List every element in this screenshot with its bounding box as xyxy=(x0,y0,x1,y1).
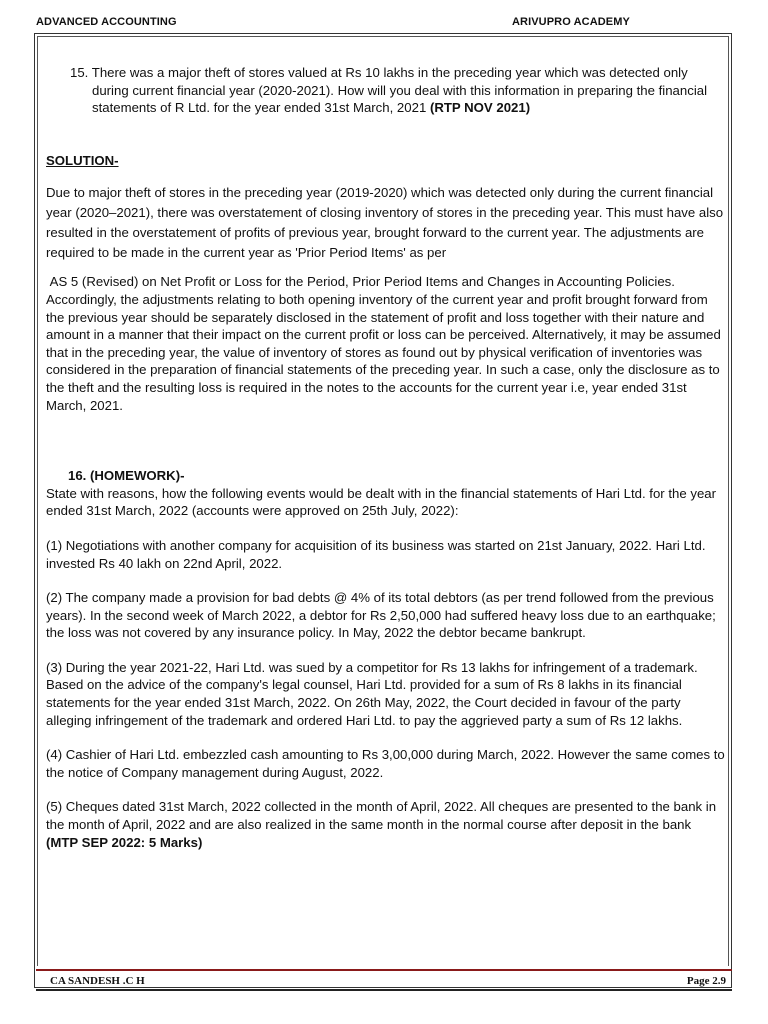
footer-page-number: Page 2.9 xyxy=(686,975,726,987)
footer-rule-top xyxy=(36,969,732,971)
question-16-item-5-text: (5) Cheques dated 31st March, 2022 collected in the month of April, 2022. All cheques are presented to the bank in the month of April, 2022 and are also realized in the same month in the normal course after deposit in the bank xyxy=(46,799,717,833)
question-16-heading: 16. (HOMEWORK)- xyxy=(68,468,185,484)
header-subject: ADVANCED ACCOUNTING xyxy=(36,16,177,28)
question-16-item-1: (1) Negotiations with another company for acquisition of its business was started on 21st January, 2022. Hari Ltd. invested Rs 40 lakh on 22nd April, 2022. xyxy=(46,537,706,571)
footer-rule-bottom xyxy=(36,989,732,991)
footer-author: CA SANDESH .C H xyxy=(50,975,145,987)
question-15-text: 15. There was a major theft of stores valued at Rs 10 lakhs in the preceding year which was detected only during current financial year (2020-2021). How will you deal with this information in preparing the financial statements of R Ltd. for the year ended 31st March, 2021 xyxy=(70,65,708,116)
page-header xyxy=(36,16,732,32)
question-16-item-2: (2) The company made a provision for bad debts @ 4% of its total debtors (as per trend followed from the previous years). In the second week of March 2022, a debtor for Rs 2,50,000 had suffered heavy loss due to an earthquake; the loss was not covered by any insurance policy. In May, 2022 the debtor became bankrupt. xyxy=(46,590,716,641)
question-16-item-3: (3) During the year 2021-22, Hari Ltd. was sued by a competitor for Rs 13 lakhs for infringement of a trademark. Based on the advice of the company's legal counsel, Hari Ltd. provided for a sum of Rs 8 lakhs in its financial statements for the year ended 31st March, 2022. On 26th May, 2022, the Court decided in favour of the party alleging infringement of the trademark and ordered Hari Ltd. to pay the aggrieved party a sum of Rs 12 lakhs. xyxy=(46,659,698,728)
question-15-ref: (RTP NOV 2021) xyxy=(429,100,531,116)
solution-paragraph-2: AS 5 (Revised) on Net Profit or Loss for the Period, Prior Period Items and Changes in Accounting Policies. Accordingly, the adjustments relating to both opening inventory of the current year and profit brought forward from the previous year should be separately disclosed in the statement of profit and loss together with their nature and amount in a manner that their impact on the current profit or loss can be perceived. Alternatively, it may be assumed that in the preceding year, the value of inventory of stores as found out by physical verification of inventories was considered in the preparation of financial statements of the preceding year. In such a case, only the disclosure as to the theft and the resulting loss is required in the notes to the accounts for the current year i.e, year ended 31st March, 2021. xyxy=(46,274,721,413)
question-16-item-5-ref: (MTP SEP 2022: 5 Marks) xyxy=(46,834,203,850)
header-academy: ARIVUPRO ACADEMY xyxy=(512,16,630,28)
question-16-intro: State with reasons, how the following events would be dealt with in the financial statements of Hari Ltd. for the year ended 31st March, 2022 (accounts were approved on 25th July, 2022): xyxy=(46,485,716,519)
question-16-item-5 xyxy=(46,798,726,851)
solution-paragraph-1: Due to major theft of stores in the preceding year (2019-2020) which was detected only during the current financial year (2020–2021), there was overstatement of closing inventory of stores in the preceding year. This must have also resulted in the overstatement of profits of previous year, brought forward to the current year. The adjustments are required to be made in the current year as 'Prior Period Items' as per xyxy=(46,185,724,261)
page-content xyxy=(46,64,726,851)
question-15 xyxy=(46,64,726,117)
question-16-item-4: (4) Cashier of Hari Ltd. embezzled cash amounting to Rs 3,00,000 during March, 2022. However the same comes to the notice of Company management during August, 2022. xyxy=(46,747,725,780)
solution-heading: SOLUTION- xyxy=(46,152,119,168)
